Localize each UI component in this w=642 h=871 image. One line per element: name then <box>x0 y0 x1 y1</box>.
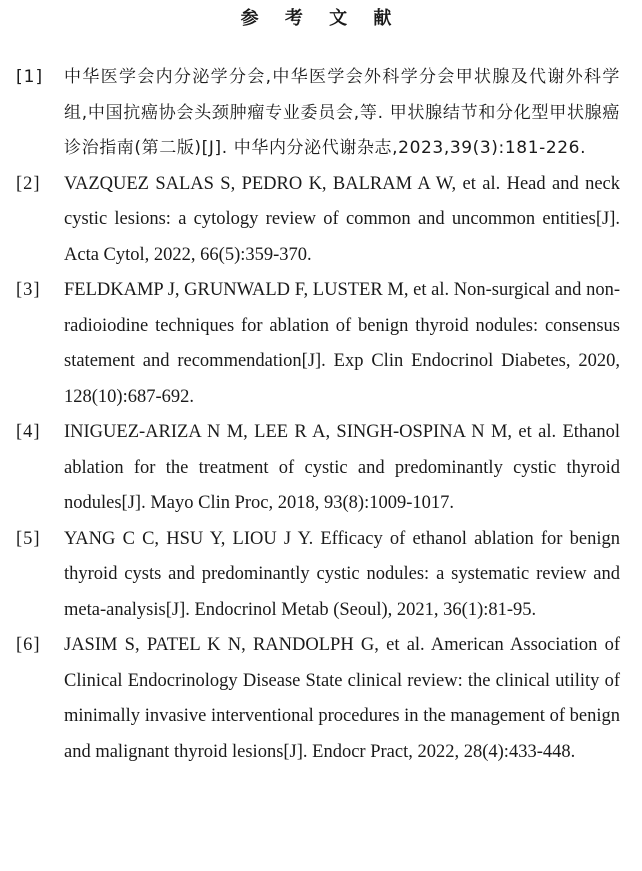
reference-text: FELDKAMP J, GRUNWALD F, LUSTER M, et al. Non-surgical and non-radioiodine techniques for ablation of benign thyroid nodules: consensus statement and recommendation[J]. Exp Clin Endocrinol Diabetes, 2020, 128(10):687-692. <box>64 280 620 407</box>
reference-number: [1] <box>16 67 44 87</box>
reference-text: YANG C C, HSU Y, LIOU J Y. Efficacy of ethanol ablation for benign thyroid cysts and predominantly cystic nodules: a systematic review and meta-analysis[J]. Endocrinol Metab (Seoul), 2021, 36(1):81-95. <box>64 528 620 620</box>
reference-item <box>0 522 642 629</box>
reference-list <box>0 60 642 770</box>
reference-number: [5] <box>16 528 41 549</box>
references-heading: 参 考 文 献 <box>240 8 402 29</box>
reference-item <box>0 273 642 415</box>
reference-number: [6] <box>16 635 41 655</box>
reference-item <box>0 167 642 274</box>
reference-text: VAZQUEZ SALAS S, PEDRO K, BALRAM A W, et al. Head and neck cystic lesions: a cytology review of common and uncommon entities[J]. Acta Cytol, 2022, 66(5):359-370. <box>64 173 620 265</box>
reference-number: [2] <box>16 173 41 194</box>
reference-text: JASIM S, PATEL K N, RANDOLPH G, et al. American Association of Clinical Endocrinology Disease State clinical review: the clinical utility of minimally invasive interventional procedures in the management of benign and malignant thyroid lesions[J]. Endocr Pract, 2022, 28(4):433-448. <box>64 635 620 762</box>
reference-number: [4] <box>16 422 41 442</box>
reference-item <box>0 60 642 167</box>
reference-text: INIGUEZ-ARIZA N M, LEE R A, SINGH-OSPINA N M, et al. Ethanol ablation for the treatment of cystic and predominantly cystic thyroid nodules[J]. Mayo Clin Proc, 2018, 93(8):1009-1017. <box>64 422 620 513</box>
reference-text: 中华医学会内分泌学分会,中华医学会外科学分会甲状腺及代谢外科学组,中国抗癌协会头颈肿瘤专业委员会,等. 甲状腺结节和分化型甲状腺癌诊治指南(第二版)[J]. 中华内分泌代谢杂志,2023,39(3):181-226. <box>64 67 620 158</box>
reference-number: [3] <box>16 280 41 300</box>
reference-item <box>0 628 642 770</box>
reference-item <box>0 415 642 522</box>
